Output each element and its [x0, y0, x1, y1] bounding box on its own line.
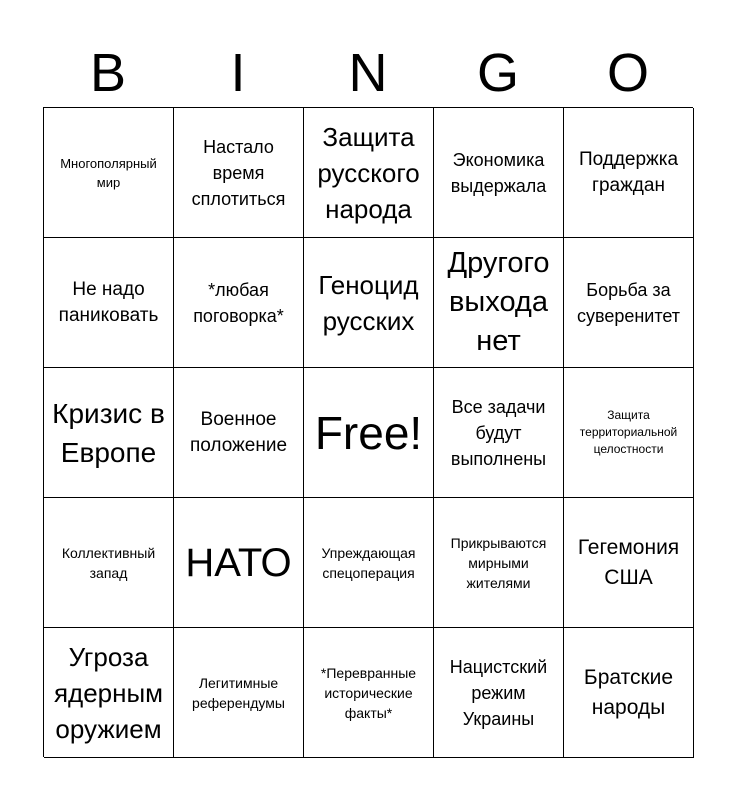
- free-space-cell[interactable]: [304, 368, 434, 498]
- header-letter-g: G: [476, 43, 519, 103]
- bingo-header: [43, 40, 693, 106]
- cell-text: Угроза ядерным оружием: [53, 641, 164, 744]
- bingo-cell[interactable]: [44, 238, 174, 368]
- bingo-cell[interactable]: [564, 238, 694, 368]
- cell-text: Не надо паниковать: [58, 278, 159, 326]
- header-letter-n: N: [348, 43, 388, 103]
- bingo-cell[interactable]: [304, 108, 434, 238]
- bingo-cell[interactable]: [174, 108, 304, 238]
- bingo-cell[interactable]: [174, 238, 304, 368]
- cell-text: Борьба за суверенитет: [576, 279, 681, 326]
- bingo-cell[interactable]: [304, 238, 434, 368]
- cell-text: НАТО: [185, 540, 292, 585]
- cell-text: Геноцид русских: [318, 269, 419, 336]
- cell-text: *любая поговорка*: [193, 279, 284, 326]
- cell-text: Коллективный запад: [61, 544, 156, 581]
- bingo-cell[interactable]: [434, 108, 564, 238]
- bingo-cell[interactable]: [434, 498, 564, 628]
- bingo-cell[interactable]: [174, 498, 304, 628]
- header-letter-o: O: [606, 43, 649, 103]
- bingo-cell[interactable]: [434, 628, 564, 758]
- bingo-cell[interactable]: [44, 108, 174, 238]
- cell-text: Защита территориальной целостности: [579, 408, 678, 456]
- cell-text: Братские народы: [583, 665, 674, 719]
- cell-text: Экономика выдержала: [450, 149, 547, 196]
- bingo-cell[interactable]: [564, 628, 694, 758]
- bingo-cell[interactable]: [434, 368, 564, 498]
- cell-text: Гегемония США: [577, 535, 680, 589]
- bingo-cell[interactable]: [564, 498, 694, 628]
- header-letter-i: I: [230, 43, 246, 103]
- bingo-cell[interactable]: [174, 368, 304, 498]
- cell-text: Кризис в Европе: [52, 397, 165, 468]
- cell-text: Другого выхода нет: [447, 247, 550, 357]
- cell-text: Все задачи будут выполнены: [450, 396, 547, 469]
- bingo-cell[interactable]: [304, 498, 434, 628]
- cell-text: Прикрываются мирными жителями: [450, 534, 547, 591]
- cell-text: Многополярный мир: [60, 155, 157, 190]
- cell-text: Нацистский режим Украины: [449, 656, 548, 729]
- cell-text: Военное положение: [189, 408, 288, 456]
- bingo-cell[interactable]: [304, 628, 434, 758]
- bingo-cell[interactable]: [44, 368, 174, 498]
- bingo-cell[interactable]: [564, 368, 694, 498]
- bingo-cell[interactable]: [434, 238, 564, 368]
- bingo-cell[interactable]: [44, 628, 174, 758]
- bingo-cell[interactable]: [174, 628, 304, 758]
- cell-text: Упреждающая спецоперация: [321, 544, 416, 581]
- header-letter-b: B: [89, 43, 127, 103]
- cell-text: Легитимные референдумы: [192, 674, 285, 711]
- cell-text: Настало время сплотиться: [191, 136, 286, 209]
- cell-text: *Перевранные исторические факты*: [320, 664, 417, 721]
- bingo-cell[interactable]: [44, 498, 174, 628]
- cell-text: Защита русского народа: [317, 121, 420, 224]
- cell-text: Поддержка граждан: [578, 148, 679, 196]
- bingo-cell[interactable]: [564, 108, 694, 238]
- cell-text: Free!: [314, 406, 423, 459]
- bingo-grid: [43, 107, 693, 757]
